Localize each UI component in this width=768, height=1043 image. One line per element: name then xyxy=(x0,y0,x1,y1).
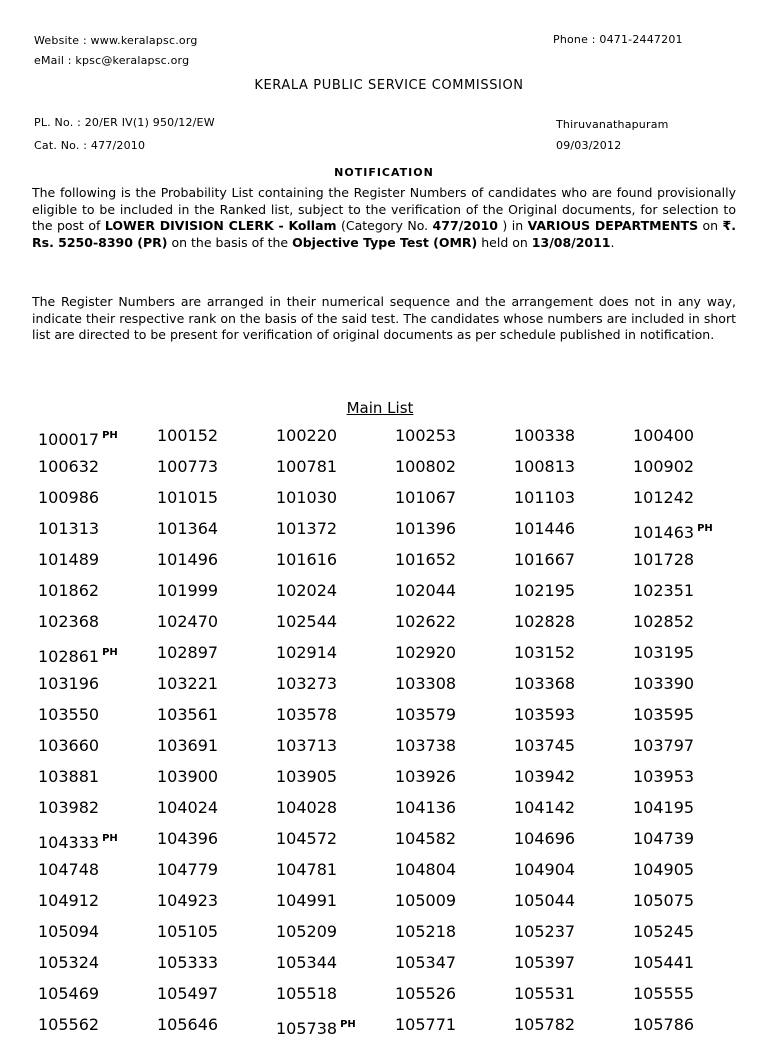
register-number xyxy=(157,763,276,794)
ph-marker: PH xyxy=(102,430,118,441)
register-number xyxy=(38,546,157,577)
register-number-value: 104142 xyxy=(514,798,576,817)
register-number-value: 105786 xyxy=(633,1015,695,1034)
register-number xyxy=(395,701,514,732)
register-number-value: 101489 xyxy=(38,550,100,569)
register-number-value: 101396 xyxy=(395,519,457,538)
register-number-value: 100813 xyxy=(514,457,576,476)
pl-number: PL. No. : 20/ER IV(1) 950/12/EW xyxy=(34,116,215,129)
register-number xyxy=(157,949,276,980)
register-number-value: 105497 xyxy=(157,984,219,1003)
post-name: LOWER DIVISION CLERK - Kollam xyxy=(104,218,337,233)
register-number-value: 105245 xyxy=(633,922,695,941)
register-number-value: 103308 xyxy=(395,674,457,693)
register-number-value: 101496 xyxy=(157,550,219,569)
register-number xyxy=(276,484,395,515)
ph-marker: PH xyxy=(102,833,118,844)
register-number-value: 101242 xyxy=(633,488,695,507)
register-number-value: 101446 xyxy=(514,519,576,538)
register-number-value: 100338 xyxy=(514,426,576,445)
ph-marker: PH xyxy=(340,1019,356,1030)
register-number-value: 104582 xyxy=(395,829,457,848)
category-number: Cat. No. : 477/2010 xyxy=(34,139,146,152)
register-number-value: 105562 xyxy=(38,1015,100,1034)
register-number-value: 103221 xyxy=(157,674,219,693)
register-number-value: 105347 xyxy=(395,953,457,972)
register-number xyxy=(395,670,514,701)
register-number-value: 104804 xyxy=(395,860,457,879)
register-number-value: 102351 xyxy=(633,581,695,600)
register-number-value: 104781 xyxy=(276,860,338,879)
register-number-value: 103942 xyxy=(514,767,576,786)
register-number xyxy=(395,546,514,577)
register-number xyxy=(276,577,395,608)
email-link[interactable]: eMail : kpsc@keralapsc.org xyxy=(34,54,190,67)
register-number xyxy=(514,949,633,980)
register-number-value: 102195 xyxy=(514,581,576,600)
notification-date: 09/03/2012 xyxy=(556,139,622,152)
register-number-value: 104024 xyxy=(157,798,219,817)
register-number xyxy=(395,918,514,949)
register-number xyxy=(38,422,157,453)
register-number xyxy=(276,856,395,887)
register-number xyxy=(395,1011,514,1042)
register-number-value: 105771 xyxy=(395,1015,457,1034)
register-number-value: 103738 xyxy=(395,736,457,755)
register-number xyxy=(38,701,157,732)
register-number xyxy=(276,794,395,825)
register-number-value: 103926 xyxy=(395,767,457,786)
register-number xyxy=(514,732,633,763)
register-number-value: 103152 xyxy=(514,643,576,662)
register-number xyxy=(633,422,752,453)
register-number xyxy=(38,825,157,856)
register-number xyxy=(395,763,514,794)
register-number-value: 103196 xyxy=(38,674,100,693)
register-number xyxy=(514,546,633,577)
register-number xyxy=(633,453,752,484)
ph-marker: PH xyxy=(102,647,118,658)
register-number xyxy=(633,732,752,763)
register-number-value: 103550 xyxy=(38,705,100,724)
register-number-value: 100781 xyxy=(276,457,338,476)
register-number xyxy=(38,980,157,1011)
register-number-value: 100253 xyxy=(395,426,457,445)
register-number xyxy=(157,1011,276,1042)
register-number-value: 103593 xyxy=(514,705,576,724)
register-number-value: 102828 xyxy=(514,612,576,631)
register-number xyxy=(157,453,276,484)
register-number-value: 105333 xyxy=(157,953,219,972)
register-number xyxy=(395,577,514,608)
register-number-value: 100902 xyxy=(633,457,695,476)
register-number xyxy=(395,825,514,856)
register-number xyxy=(514,670,633,701)
register-number-value: 102897 xyxy=(157,643,219,662)
register-number xyxy=(514,515,633,546)
test-date: 13/08/2011 xyxy=(531,234,611,250)
register-number xyxy=(157,887,276,918)
register-number xyxy=(157,918,276,949)
register-number xyxy=(395,484,514,515)
register-number-value: 102914 xyxy=(276,643,338,662)
register-number-value: 100632 xyxy=(38,457,100,476)
register-number-value: 101667 xyxy=(514,550,576,569)
register-number xyxy=(276,763,395,794)
departments: VARIOUS DEPARTMENTS xyxy=(527,218,699,233)
register-number xyxy=(276,670,395,701)
register-number xyxy=(276,980,395,1011)
register-number-value: 105237 xyxy=(514,922,576,941)
register-number xyxy=(395,422,514,453)
register-number-value: 105105 xyxy=(157,922,219,941)
register-number xyxy=(633,608,752,639)
register-number xyxy=(276,608,395,639)
register-number xyxy=(157,701,276,732)
register-number xyxy=(633,887,752,918)
register-number xyxy=(514,856,633,887)
register-number-value: 100400 xyxy=(633,426,695,445)
register-number-value: 103982 xyxy=(38,798,100,817)
register-number xyxy=(38,639,157,670)
register-number xyxy=(633,918,752,949)
register-number xyxy=(38,794,157,825)
register-number-value: 103561 xyxy=(157,705,219,724)
register-number-value: 104136 xyxy=(395,798,457,817)
pay-scale: ₹. Rs. 5250-8390 (PR) xyxy=(32,218,736,250)
register-number-value: 101728 xyxy=(633,550,695,569)
register-number xyxy=(633,515,752,546)
register-number-value: 104912 xyxy=(38,891,100,910)
register-number xyxy=(395,608,514,639)
register-number xyxy=(395,980,514,1011)
register-number xyxy=(38,484,157,515)
register-number xyxy=(514,794,633,825)
website-link[interactable]: Website : www.keralapsc.org xyxy=(34,34,198,47)
register-number-value: 105075 xyxy=(633,891,695,910)
register-number xyxy=(157,980,276,1011)
register-number-value: 104905 xyxy=(633,860,695,879)
notification-paragraph-1: The following is the Probability List containing the Register Numbers of candidates who are found provisionally eligible to be included in the Ranked list, subject to the verification of the Original documents, for selection to the post of LOWER DIVISION CLERK - Kollam (Category No. 477/2010 ) in VARIOUS DEPARTMENTS on ₹. Rs. 5250-8390 (PR) on the basis of the Objective Type Test (OMR) held on 13/08/2011. xyxy=(32,185,736,250)
register-number xyxy=(157,825,276,856)
register-number xyxy=(514,980,633,1011)
register-number-value: 105518 xyxy=(276,984,338,1003)
register-number-value: 100220 xyxy=(276,426,338,445)
register-number xyxy=(38,763,157,794)
register-number-value: 103579 xyxy=(395,705,457,724)
register-number xyxy=(38,577,157,608)
register-number xyxy=(157,794,276,825)
register-number-value: 102470 xyxy=(157,612,219,631)
register-number-value: 105397 xyxy=(514,953,576,972)
notification-heading: NOTIFICATION xyxy=(334,166,434,179)
register-number xyxy=(157,546,276,577)
register-number-value: 104195 xyxy=(633,798,695,817)
register-number xyxy=(514,1011,633,1042)
register-number-value: 103691 xyxy=(157,736,219,755)
register-number xyxy=(395,794,514,825)
register-number-value: 103953 xyxy=(633,767,695,786)
register-number xyxy=(276,453,395,484)
register-number-value: 105209 xyxy=(276,922,338,941)
register-number xyxy=(633,701,752,732)
register-number xyxy=(633,794,752,825)
register-number-value: 105324 xyxy=(38,953,100,972)
register-number xyxy=(276,546,395,577)
register-number xyxy=(157,577,276,608)
register-number xyxy=(633,856,752,887)
register-number-value: 105094 xyxy=(38,922,100,941)
register-number-value: 102861 xyxy=(38,647,100,666)
register-number-value: 100773 xyxy=(157,457,219,476)
register-number-value: 103195 xyxy=(633,643,695,662)
register-number xyxy=(157,608,276,639)
register-number xyxy=(38,670,157,701)
register-number-value: 104333 xyxy=(38,833,100,852)
register-number xyxy=(38,949,157,980)
register-number xyxy=(633,949,752,980)
register-number xyxy=(38,453,157,484)
register-number-value: 104028 xyxy=(276,798,338,817)
register-number-value: 105218 xyxy=(395,922,457,941)
register-number-value: 100017 xyxy=(38,430,100,449)
test-type: Objective Type Test (OMR) xyxy=(292,234,478,250)
register-number-value: 102024 xyxy=(276,581,338,600)
register-number-value: 103273 xyxy=(276,674,338,693)
register-number xyxy=(276,887,395,918)
notification-paragraph-2: The Register Numbers are arranged in their numerical sequence and the arrangement does not in any way, indicate their respective rank on the basis of the said test. The candidates whose numbers are included in short list are directed to be present for verification of original documents as per schedule published in notification. xyxy=(32,294,736,342)
register-number-value: 105555 xyxy=(633,984,695,1003)
register-number-value: 103900 xyxy=(157,767,219,786)
register-number xyxy=(633,670,752,701)
register-number-value: 102044 xyxy=(395,581,457,600)
register-number-value: 103745 xyxy=(514,736,576,755)
register-number xyxy=(633,825,752,856)
register-number xyxy=(157,639,276,670)
register-number xyxy=(157,422,276,453)
register-number-value: 105441 xyxy=(633,953,695,972)
register-number xyxy=(514,701,633,732)
register-number-value: 101364 xyxy=(157,519,219,538)
organization-title: KERALA PUBLIC SERVICE COMMISSION xyxy=(254,78,524,93)
register-number-value: 104739 xyxy=(633,829,695,848)
register-number xyxy=(276,918,395,949)
register-number xyxy=(514,453,633,484)
register-number-value: 103881 xyxy=(38,767,100,786)
register-number xyxy=(514,484,633,515)
register-number xyxy=(38,887,157,918)
register-number-value: 104779 xyxy=(157,860,219,879)
register-number-value: 105738 xyxy=(276,1019,338,1038)
register-number xyxy=(514,825,633,856)
register-number xyxy=(276,639,395,670)
register-number xyxy=(38,515,157,546)
register-number-value: 104991 xyxy=(276,891,338,910)
register-number-value: 105344 xyxy=(276,953,338,972)
register-number-value: 104923 xyxy=(157,891,219,910)
register-number xyxy=(276,825,395,856)
register-number xyxy=(514,887,633,918)
register-number-value: 101030 xyxy=(276,488,338,507)
register-number-value: 103368 xyxy=(514,674,576,693)
register-number-value: 104396 xyxy=(157,829,219,848)
register-number xyxy=(514,577,633,608)
register-number xyxy=(514,422,633,453)
register-number xyxy=(157,732,276,763)
register-number-value: 101313 xyxy=(38,519,100,538)
register-number xyxy=(514,639,633,670)
register-number xyxy=(276,515,395,546)
register-number-value: 101999 xyxy=(157,581,219,600)
register-number xyxy=(633,577,752,608)
register-number-value: 100802 xyxy=(395,457,457,476)
register-number xyxy=(38,856,157,887)
register-number xyxy=(276,701,395,732)
register-number-value: 101616 xyxy=(276,550,338,569)
register-number xyxy=(38,1011,157,1042)
register-number-value: 102920 xyxy=(395,643,457,662)
register-number xyxy=(633,639,752,670)
register-number xyxy=(276,949,395,980)
register-number-value: 102622 xyxy=(395,612,457,631)
register-number-value: 104572 xyxy=(276,829,338,848)
register-number-value: 103797 xyxy=(633,736,695,755)
register-number xyxy=(633,980,752,1011)
register-number xyxy=(38,732,157,763)
register-number xyxy=(514,763,633,794)
register-number xyxy=(157,484,276,515)
register-number xyxy=(395,732,514,763)
register-number-value: 103390 xyxy=(633,674,695,693)
register-number xyxy=(395,515,514,546)
register-number xyxy=(514,608,633,639)
register-number-value: 105531 xyxy=(514,984,576,1003)
register-number-value: 105469 xyxy=(38,984,100,1003)
register-number-value: 103660 xyxy=(38,736,100,755)
register-number-value: 105646 xyxy=(157,1015,219,1034)
register-number xyxy=(633,484,752,515)
register-number-value: 105526 xyxy=(395,984,457,1003)
register-number xyxy=(395,949,514,980)
register-number-value: 100152 xyxy=(157,426,219,445)
register-number-value: 104696 xyxy=(514,829,576,848)
register-number xyxy=(157,856,276,887)
register-number-value: 104904 xyxy=(514,860,576,879)
register-number-value: 104748 xyxy=(38,860,100,879)
register-number-value: 102368 xyxy=(38,612,100,631)
register-number xyxy=(395,887,514,918)
phone-number: Phone : 0471-2447201 xyxy=(553,33,683,46)
register-number-value: 103578 xyxy=(276,705,338,724)
category-ref: 477/2010 xyxy=(432,218,498,233)
register-number xyxy=(276,732,395,763)
register-number-value: 101372 xyxy=(276,519,338,538)
ph-marker: PH xyxy=(697,523,713,534)
register-number-value: 102544 xyxy=(276,612,338,631)
register-number-value: 101652 xyxy=(395,550,457,569)
register-number xyxy=(395,453,514,484)
register-number xyxy=(157,670,276,701)
register-number xyxy=(633,763,752,794)
register-number-value: 103595 xyxy=(633,705,695,724)
register-number xyxy=(276,1011,395,1042)
main-list-title: Main List xyxy=(346,399,414,417)
register-number-value: 101015 xyxy=(157,488,219,507)
register-number xyxy=(633,546,752,577)
register-number-value: 105044 xyxy=(514,891,576,910)
register-number xyxy=(38,608,157,639)
register-number-value: 101067 xyxy=(395,488,457,507)
register-number-value: 101862 xyxy=(38,581,100,600)
register-number-value: 101103 xyxy=(514,488,576,507)
register-number-value: 102852 xyxy=(633,612,695,631)
register-number-value: 105782 xyxy=(514,1015,576,1034)
place: Thiruvanathapuram xyxy=(556,118,669,131)
register-number xyxy=(395,856,514,887)
register-number-value: 101463 xyxy=(633,523,695,542)
register-number xyxy=(157,515,276,546)
register-number-value: 105009 xyxy=(395,891,457,910)
register-number xyxy=(276,422,395,453)
register-number-grid xyxy=(38,422,758,1042)
register-number-value: 103713 xyxy=(276,736,338,755)
register-number xyxy=(38,918,157,949)
register-number-value: 100986 xyxy=(38,488,100,507)
register-number-value: 103905 xyxy=(276,767,338,786)
register-number xyxy=(514,918,633,949)
register-number xyxy=(395,639,514,670)
register-number xyxy=(633,1011,752,1042)
